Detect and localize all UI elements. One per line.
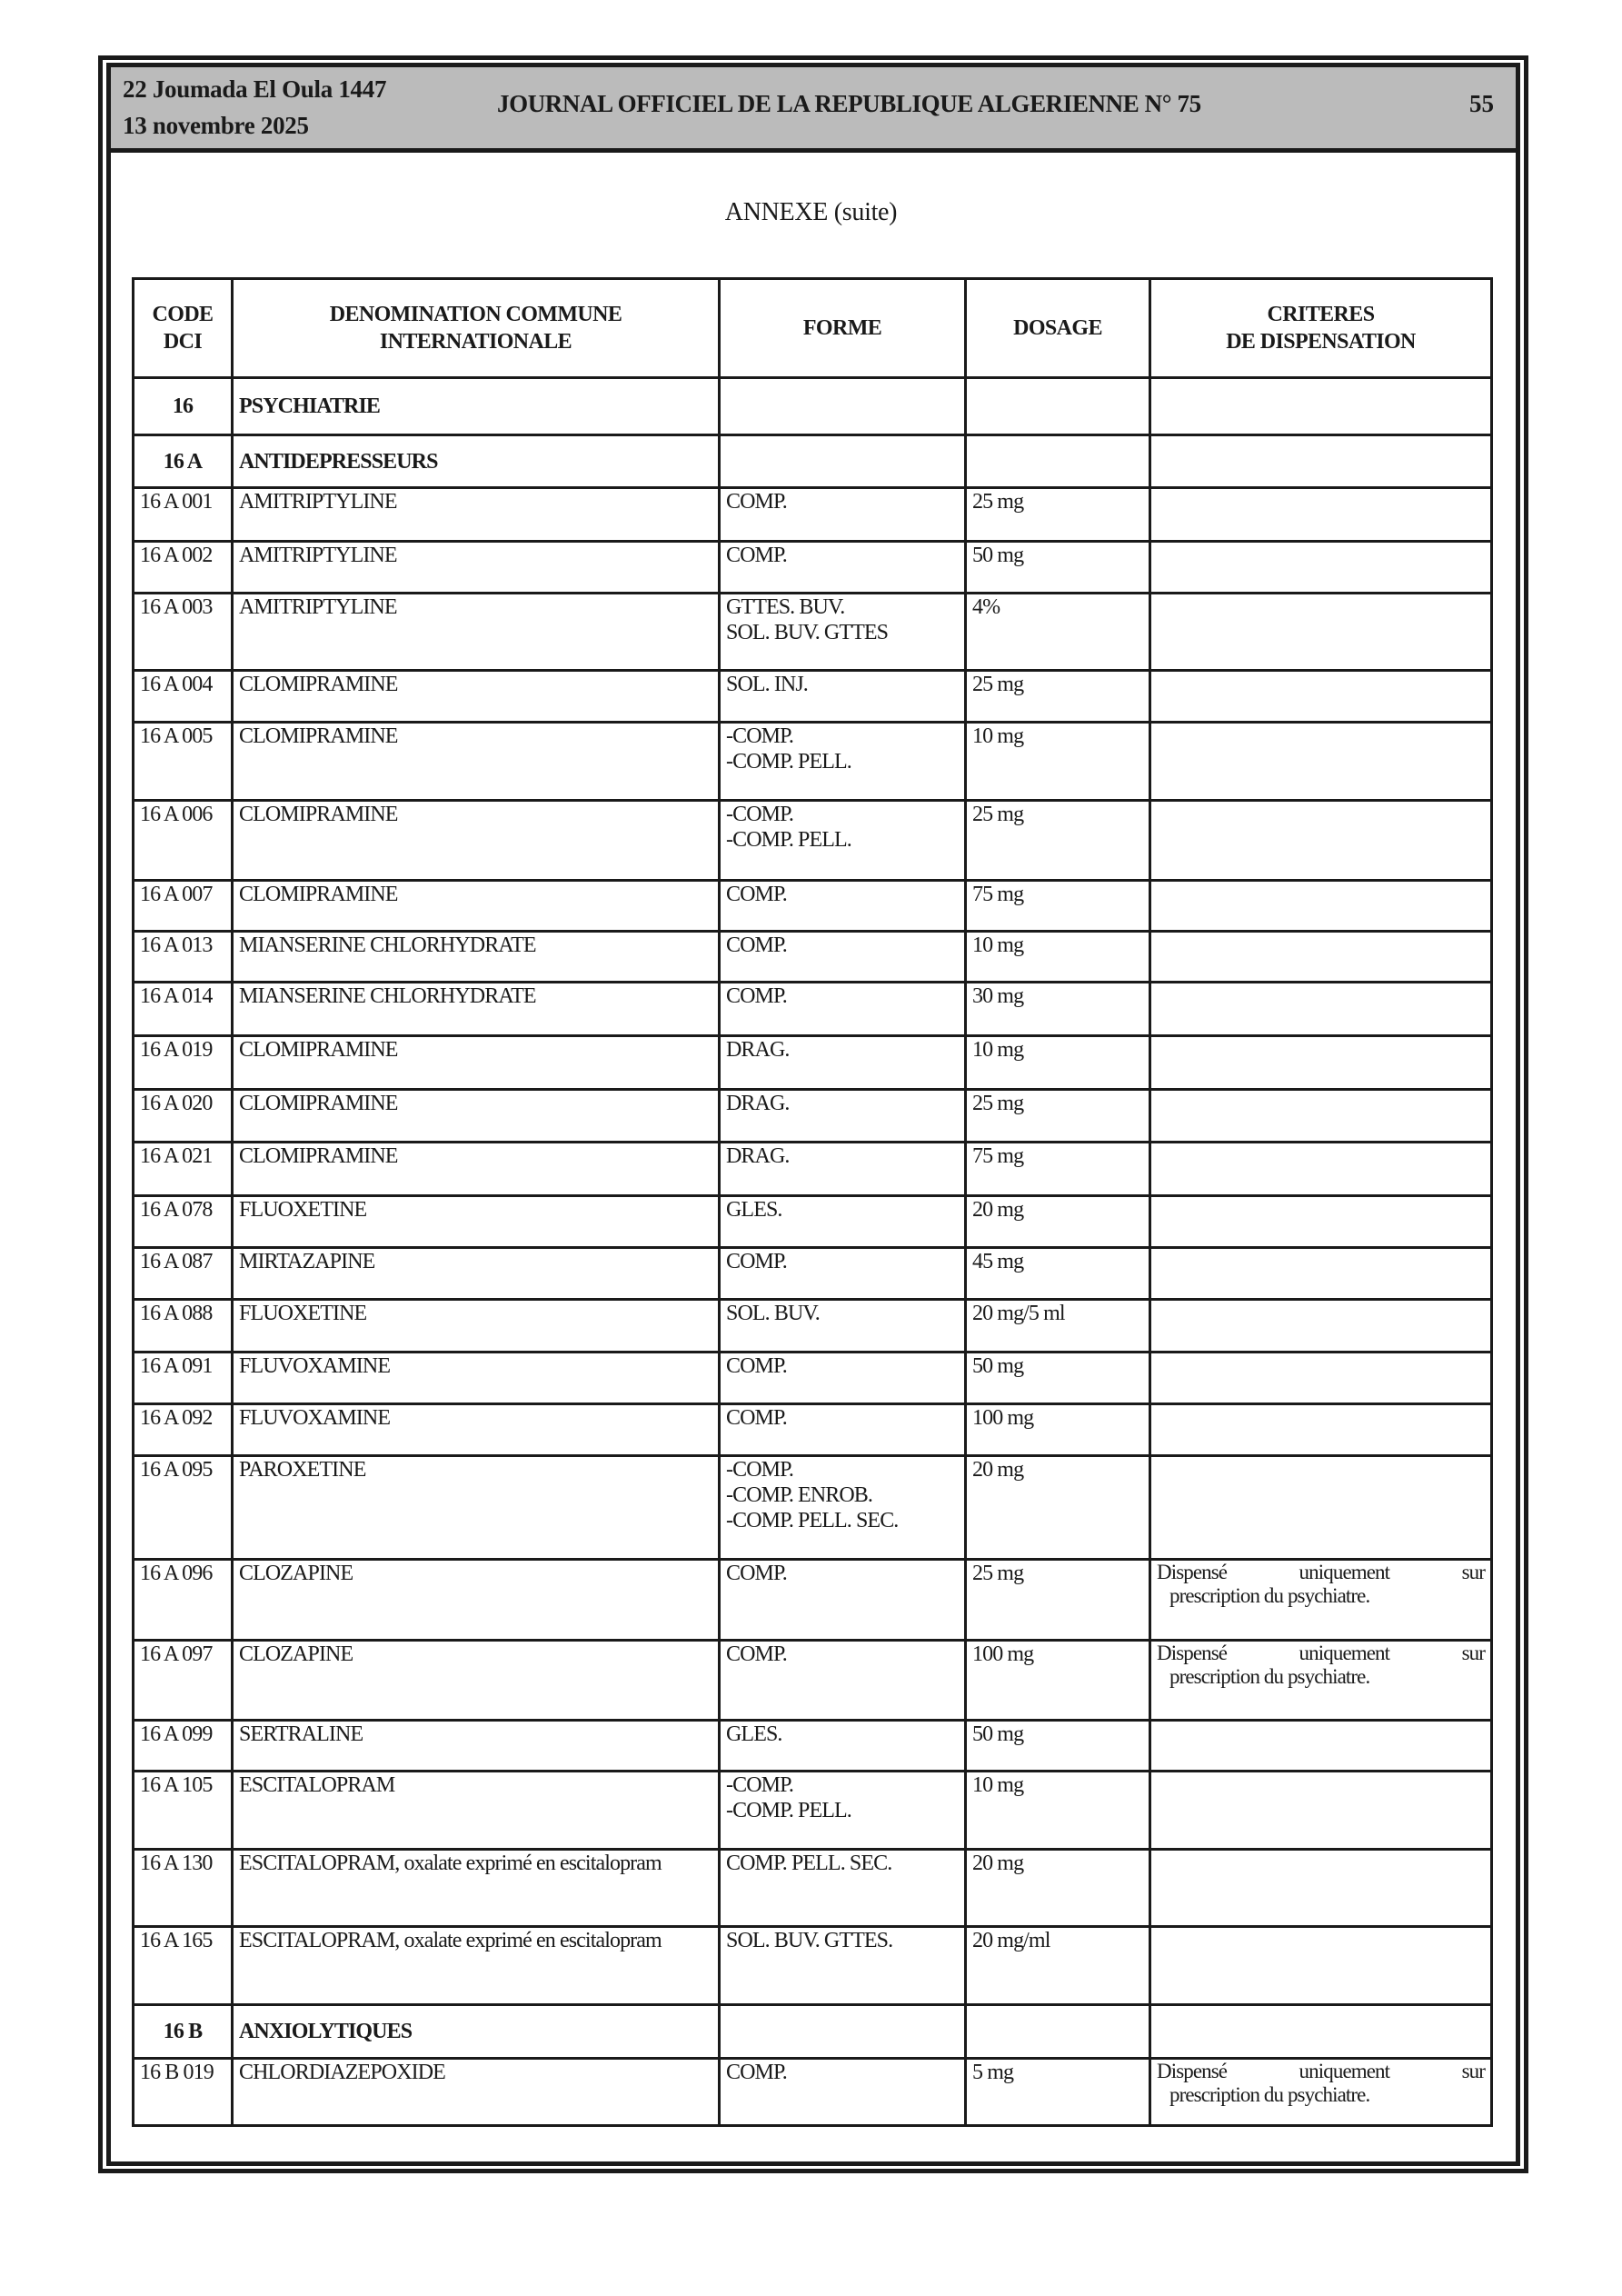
- column-header-forme: FORME: [720, 279, 966, 378]
- forme-line: COMP.: [726, 984, 787, 1008]
- cell-code: 16 A 013: [134, 932, 233, 983]
- criteria-line-2: prescription du psychiatre.: [1169, 1584, 1370, 1607]
- cell-denomination: ESCITALOPRAM, oxalate exprimé en escitalopram: [233, 1927, 720, 2005]
- cell-denomination: MIRTAZAPINE: [233, 1248, 720, 1300]
- cell-forme: [720, 1560, 966, 1641]
- cell-denomination: CLOMIPRAMINE: [233, 723, 720, 801]
- cell-dosage: 10 mg: [966, 1036, 1150, 1090]
- cell-dosage: 50 mg: [966, 542, 1150, 594]
- cell-forme: [720, 2059, 966, 2126]
- cell-code: 16 A 021: [134, 1143, 233, 1196]
- cell-code: 16 B 019: [134, 2059, 233, 2126]
- header-dates: [123, 71, 386, 144]
- forme-line: -COMP.: [726, 1773, 793, 1797]
- cell-code: 16 A 091: [134, 1353, 233, 1404]
- cell-criteres: [1150, 1456, 1492, 1560]
- cell-code: 16 A 020: [134, 1090, 233, 1143]
- cell-denomination: SERTRALINE: [233, 1721, 720, 1772]
- table-row: [134, 1036, 1492, 1090]
- cell-code: 16 A 003: [134, 594, 233, 671]
- forme-line: -COMP. PELL.: [726, 828, 851, 852]
- cell-denomination: CLOMIPRAMINE: [233, 801, 720, 881]
- cell-forme: [720, 1143, 966, 1196]
- cell-denomination: AMITRIPTYLINE: [233, 594, 720, 671]
- cell-forme: [720, 1641, 966, 1721]
- table-row: [134, 881, 1492, 932]
- cell-dosage: [966, 378, 1150, 435]
- cell-forme: [720, 378, 966, 435]
- cell-dosage: 45 mg: [966, 1248, 1150, 1300]
- cell-criteres: [1150, 801, 1492, 881]
- criteria-line-1: Dispensé uniquement sur: [1157, 2060, 1485, 2082]
- cell-forme: [720, 1353, 966, 1404]
- table-row: [134, 1850, 1492, 1927]
- table-row: [134, 723, 1492, 801]
- journal-header: [111, 67, 1516, 153]
- table-row: [134, 1641, 1492, 1721]
- cell-code: 16 A 087: [134, 1248, 233, 1300]
- cell-code: 16 A 019: [134, 1036, 233, 1090]
- cell-forme: [720, 1772, 966, 1850]
- cell-criteres: [1150, 2005, 1492, 2059]
- cell-criteres: [1150, 1850, 1492, 1927]
- forme-line: DRAG.: [726, 1144, 790, 1168]
- forme-line: COMP.: [726, 1562, 787, 1585]
- cell-criteres: [1150, 1772, 1492, 1850]
- cell-denomination: ESCITALOPRAM: [233, 1772, 720, 1850]
- cell-denomination: PSYCHIATRIE: [233, 378, 720, 435]
- forme-line: -COMP. PELL.: [726, 1799, 851, 1822]
- column-header-criteres: CRITERES DE DISPENSATION: [1150, 279, 1492, 378]
- cell-denomination: FLUOXETINE: [233, 1196, 720, 1248]
- section-row: [134, 2005, 1492, 2059]
- cell-denomination: ANXIOLYTIQUES: [233, 2005, 720, 2059]
- cell-dosage: 50 mg: [966, 1353, 1150, 1404]
- table-row: [134, 1090, 1492, 1143]
- cell-denomination: FLUOXETINE: [233, 1300, 720, 1353]
- cell-criteres: [1150, 1143, 1492, 1196]
- date-hijri: 22 Joumada El Oula 1447: [123, 75, 387, 103]
- cell-denomination: MIANSERINE CHLORHYDRATE: [233, 932, 720, 983]
- cell-criteres: [1150, 932, 1492, 983]
- forme-line: SOL. BUV. GTTES.: [726, 1929, 893, 1952]
- table-row: [134, 1353, 1492, 1404]
- table-row: [134, 594, 1492, 671]
- cell-forme: [720, 488, 966, 542]
- cell-forme: [720, 1456, 966, 1560]
- cell-forme: [720, 542, 966, 594]
- forme-line: COMP.: [726, 1406, 787, 1430]
- cell-forme: [720, 1850, 966, 1927]
- cell-criteres: [1150, 1560, 1492, 1641]
- cell-criteres: [1150, 1248, 1492, 1300]
- forme-line: COMP.: [726, 1250, 787, 1273]
- cell-denomination: CLOMIPRAMINE: [233, 1143, 720, 1196]
- forme-line: -COMP.: [726, 803, 793, 826]
- cell-criteres: [1150, 1641, 1492, 1721]
- cell-dosage: 25 mg: [966, 1090, 1150, 1143]
- cell-code: 16 A 007: [134, 881, 233, 932]
- cell-code: 16 A 095: [134, 1456, 233, 1560]
- cell-denomination: AMITRIPTYLINE: [233, 488, 720, 542]
- criteria-line-2: prescription du psychiatre.: [1169, 2083, 1370, 2106]
- criteria-line-1: Dispensé uniquement sur: [1157, 1561, 1485, 1583]
- cell-forme: [720, 801, 966, 881]
- cell-denomination: CHLORDIAZEPOXIDE: [233, 2059, 720, 2126]
- cell-dosage: [966, 435, 1150, 488]
- table-row: [134, 1404, 1492, 1456]
- cell-forme: [720, 723, 966, 801]
- cell-dosage: 25 mg: [966, 1560, 1150, 1641]
- cell-code: 16 A 014: [134, 983, 233, 1036]
- forme-line: GLES.: [726, 1198, 782, 1222]
- annex-table: [132, 277, 1493, 2127]
- forme-line: COMP.: [726, 490, 787, 514]
- table-row: [134, 671, 1492, 723]
- table-row: [134, 932, 1492, 983]
- forme-line: COMP.: [726, 933, 787, 957]
- cell-dosage: 20 mg/5 ml: [966, 1300, 1150, 1353]
- forme-line: COMP. PELL. SEC.: [726, 1852, 892, 1875]
- cell-criteres: [1150, 1090, 1492, 1143]
- table-body: [134, 378, 1492, 2126]
- cell-denomination: ANTIDEPRESSEURS: [233, 435, 720, 488]
- cell-dosage: 10 mg: [966, 932, 1150, 983]
- cell-criteres: [1150, 488, 1492, 542]
- table-row: [134, 2059, 1492, 2126]
- cell-code: 16 B: [134, 2005, 233, 2059]
- forme-line: COMP.: [726, 1354, 787, 1378]
- cell-code: 16 A 088: [134, 1300, 233, 1353]
- cell-forme: [720, 1090, 966, 1143]
- table-row: [134, 1456, 1492, 1560]
- cell-dosage: 25 mg: [966, 801, 1150, 881]
- cell-forme: [720, 932, 966, 983]
- cell-denomination: CLOMIPRAMINE: [233, 1090, 720, 1143]
- cell-denomination: MIANSERINE CHLORHYDRATE: [233, 983, 720, 1036]
- cell-code: 16 A 092: [134, 1404, 233, 1456]
- cell-forme: [720, 2005, 966, 2059]
- cell-denomination: CLOZAPINE: [233, 1560, 720, 1641]
- cell-dosage: 20 mg: [966, 1196, 1150, 1248]
- cell-denomination: PAROXETINE: [233, 1456, 720, 1560]
- cell-criteres: [1150, 1353, 1492, 1404]
- cell-criteres: [1150, 1036, 1492, 1090]
- cell-dosage: [966, 2005, 1150, 2059]
- table-row: [134, 1772, 1492, 1850]
- cell-forme: [720, 1036, 966, 1090]
- table-header-row: [134, 279, 1492, 378]
- cell-denomination: CLOMIPRAMINE: [233, 881, 720, 932]
- cell-code: 16 A 097: [134, 1641, 233, 1721]
- forme-line: GLES.: [726, 1722, 782, 1746]
- annexe-heading: ANNEXE (suite): [724, 198, 898, 226]
- cell-criteres: [1150, 723, 1492, 801]
- cell-criteres: [1150, 542, 1492, 594]
- forme-line: COMP.: [726, 883, 787, 906]
- cell-criteres: [1150, 378, 1492, 435]
- criteria-line-2: prescription du psychiatre.: [1169, 1665, 1370, 1688]
- forme-line: COMP.: [726, 2061, 787, 2084]
- table-row: [134, 1721, 1492, 1772]
- cell-criteres: [1150, 435, 1492, 488]
- table-row: [134, 1196, 1492, 1248]
- cell-dosage: 75 mg: [966, 881, 1150, 932]
- table-row: [134, 1248, 1492, 1300]
- forme-line: COMP.: [726, 544, 787, 567]
- cell-criteres: [1150, 1721, 1492, 1772]
- cell-denomination: CLOZAPINE: [233, 1641, 720, 1721]
- cell-forme: [720, 594, 966, 671]
- cell-code: 16 A 004: [134, 671, 233, 723]
- cell-code: 16 A 165: [134, 1927, 233, 2005]
- cell-dosage: 20 mg: [966, 1456, 1150, 1560]
- cell-dosage: 100 mg: [966, 1404, 1150, 1456]
- cell-denomination: CLOMIPRAMINE: [233, 1036, 720, 1090]
- cell-criteres: [1150, 671, 1492, 723]
- cell-forme: [720, 983, 966, 1036]
- cell-code: 16 A: [134, 435, 233, 488]
- cell-forme: [720, 1721, 966, 1772]
- forme-line: DRAG.: [726, 1038, 790, 1062]
- cell-dosage: 5 mg: [966, 2059, 1150, 2126]
- table-row: [134, 1300, 1492, 1353]
- cell-dosage: 10 mg: [966, 1772, 1150, 1850]
- cell-dosage: 25 mg: [966, 671, 1150, 723]
- forme-line: -COMP. PELL.: [726, 750, 851, 774]
- cell-dosage: 100 mg: [966, 1641, 1150, 1721]
- section-row: [134, 435, 1492, 488]
- criteria-line-1: Dispensé uniquement sur: [1157, 1642, 1485, 1664]
- forme-line: -COMP. PELL. SEC.: [726, 1509, 899, 1532]
- cell-code: 16 A 078: [134, 1196, 233, 1248]
- cell-forme: [720, 1300, 966, 1353]
- forme-line: DRAG.: [726, 1092, 790, 1115]
- cell-denomination: AMITRIPTYLINE: [233, 542, 720, 594]
- forme-line: SOL. BUV. GTTES: [726, 621, 889, 644]
- cell-forme: [720, 1248, 966, 1300]
- cell-dosage: 75 mg: [966, 1143, 1150, 1196]
- cell-dosage: 4%: [966, 594, 1150, 671]
- cell-criteres: [1150, 1300, 1492, 1353]
- cell-code: 16 A 006: [134, 801, 233, 881]
- table-row: [134, 983, 1492, 1036]
- cell-dosage: 20 mg: [966, 1850, 1150, 1927]
- date-gregorian: 13 novembre 2025: [123, 112, 309, 139]
- column-header-code: CODE DCI: [134, 279, 233, 378]
- section-row: [134, 378, 1492, 435]
- cell-code: 16 A 001: [134, 488, 233, 542]
- forme-line: -COMP.: [726, 1458, 793, 1482]
- table-row: [134, 1560, 1492, 1641]
- cell-code: 16 A 105: [134, 1772, 233, 1850]
- cell-criteres: [1150, 1404, 1492, 1456]
- cell-criteres: [1150, 2059, 1492, 2126]
- cell-criteres: [1150, 983, 1492, 1036]
- forme-line: COMP.: [726, 1642, 787, 1666]
- cell-dosage: 30 mg: [966, 983, 1150, 1036]
- table-row: [134, 488, 1492, 542]
- forme-line: SOL. INJ.: [726, 673, 808, 696]
- forme-line: -COMP. ENROB.: [726, 1483, 872, 1507]
- cell-code: 16 A 130: [134, 1850, 233, 1927]
- cell-denomination: FLUVOXAMINE: [233, 1353, 720, 1404]
- cell-code: 16 A 099: [134, 1721, 233, 1772]
- cell-dosage: 25 mg: [966, 488, 1150, 542]
- cell-criteres: [1150, 1196, 1492, 1248]
- cell-forme: [720, 435, 966, 488]
- cell-forme: [720, 1927, 966, 2005]
- cell-criteres: [1150, 881, 1492, 932]
- forme-line: GTTES. BUV.: [726, 595, 845, 619]
- cell-denomination: FLUVOXAMINE: [233, 1404, 720, 1456]
- cell-code: 16 A 005: [134, 723, 233, 801]
- cell-dosage: 20 mg/ml: [966, 1927, 1150, 2005]
- cell-forme: [720, 671, 966, 723]
- column-header-dosage: DOSAGE: [966, 279, 1150, 378]
- table-row: [134, 801, 1492, 881]
- cell-code: 16 A 002: [134, 542, 233, 594]
- cell-dosage: 10 mg: [966, 723, 1150, 801]
- cell-denomination: ESCITALOPRAM, oxalate exprimé en escitalopram: [233, 1850, 720, 1927]
- cell-forme: [720, 1404, 966, 1456]
- cell-code: 16: [134, 378, 233, 435]
- table-row: [134, 542, 1492, 594]
- table-row: [134, 1143, 1492, 1196]
- cell-criteres: [1150, 594, 1492, 671]
- column-header-denomination: DENOMINATION COMMUNE INTERNATIONALE: [233, 279, 720, 378]
- table-row: [134, 1927, 1492, 2005]
- forme-line: -COMP.: [726, 724, 793, 748]
- cell-forme: [720, 1196, 966, 1248]
- page-number: 55: [1469, 90, 1494, 117]
- cell-criteres: [1150, 1927, 1492, 2005]
- cell-denomination: CLOMIPRAMINE: [233, 671, 720, 723]
- journal-title: JOURNAL OFFICIEL DE LA REPUBLIQUE ALGERIENNE N° 75: [497, 90, 1201, 117]
- cell-forme: [720, 881, 966, 932]
- cell-dosage: 50 mg: [966, 1721, 1150, 1772]
- forme-line: SOL. BUV.: [726, 1302, 820, 1325]
- cell-code: 16 A 096: [134, 1560, 233, 1641]
